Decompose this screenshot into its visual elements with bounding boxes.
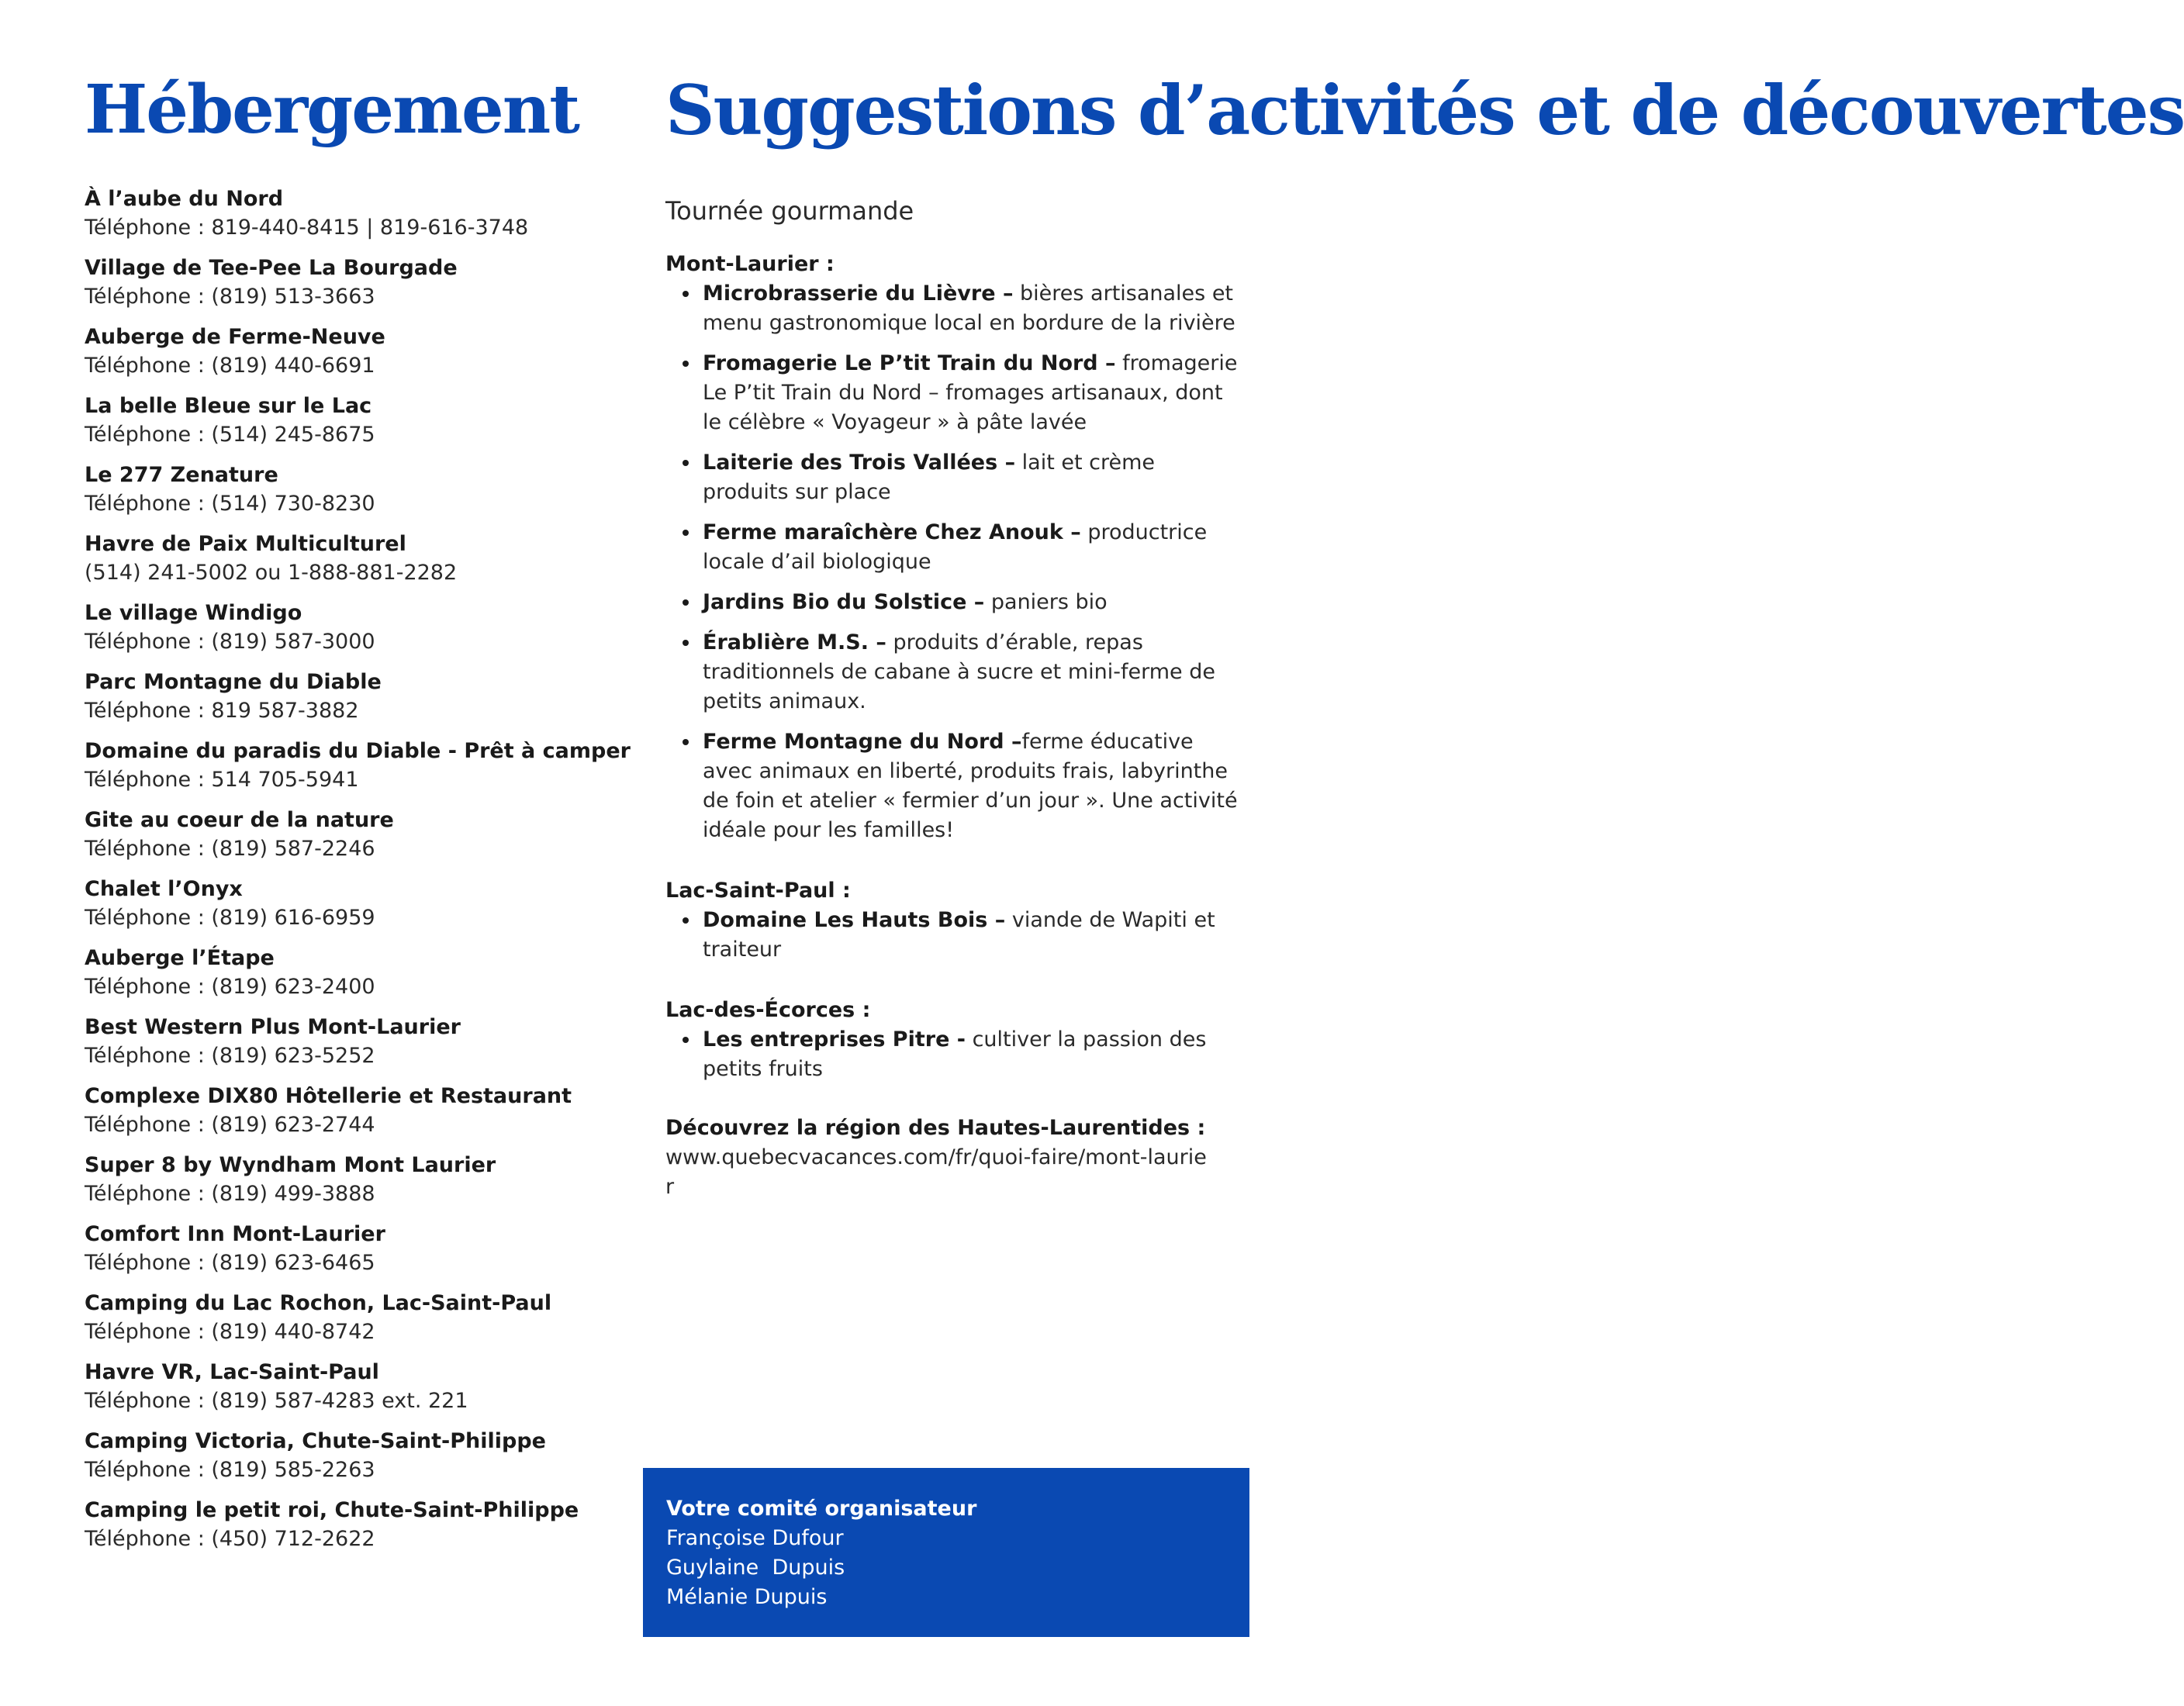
lodging-item: [85, 806, 643, 863]
bullet-icon: [682, 530, 689, 536]
lodging-phone: Téléphone : (819) 616-6959: [85, 906, 375, 930]
lodging-phone: Téléphone : (819) 440-8742: [85, 1320, 375, 1344]
lodging-name: Chalet l’Onyx: [85, 877, 243, 901]
bullet-icon: [682, 1037, 689, 1043]
lodging-name: Le 277 Zenature: [85, 463, 278, 487]
lodging-name: Auberge de Ferme-Neuve: [85, 325, 385, 349]
lodging-phone: Téléphone : 819-440-8415 | 819-616-3748: [85, 216, 529, 240]
suggestion-item: [665, 628, 1247, 717]
suggestion-desc: ferme éducative avec animaux en liberté, produits frais, labyrinthe de foin et atelier « fermier d’un jour ». Une activité idéale pour les familles!: [703, 730, 1238, 842]
suggestion-desc: produits d’érable, repas traditionnels de cabane à sucre et mini-ferme de petits animaux.: [703, 630, 1215, 713]
lodging-name: Parc Montagne du Diable: [85, 670, 382, 694]
lodging-name: Camping Victoria, Chute-Saint-Philippe: [85, 1429, 546, 1453]
lodging-phone: Téléphone : (819) 499-3888: [85, 1182, 375, 1206]
suggestion-item: [665, 518, 1247, 577]
lodging-title: Hébergement: [85, 71, 579, 149]
region-name: Lac-Saint-Paul :: [665, 879, 851, 903]
lodging-section: [85, 68, 643, 1565]
suggestion-desc: cultiver la passion des petits fruits: [703, 1027, 1207, 1081]
suggestion-desc: fromagerie Le P’tit Train du Nord – fromages artisanaux, dont le célèbre « Voyageur » à pâte lavée: [703, 351, 1238, 434]
committee-box: [643, 1468, 1249, 1637]
lodging-item: [85, 1496, 643, 1553]
lodging-name: Camping le petit roi, Chute-Saint-Philippe: [85, 1498, 579, 1522]
bullet-icon: [682, 739, 689, 745]
suggestion-name: Laiterie des Trois Vallées –: [703, 451, 1016, 475]
lodging-phone: Téléphone : 819 587-3882: [85, 699, 359, 723]
lodging-phone: Téléphone : (819) 623-2744: [85, 1113, 375, 1137]
suggestion-item: [665, 1025, 1247, 1084]
lodging-name: Auberge l’Étape: [85, 946, 275, 970]
lodging-phone: Téléphone : (819) 587-3000: [85, 630, 375, 654]
suggestion-desc: lait et crème produits sur place: [703, 451, 1156, 504]
region-block: [665, 996, 1247, 1084]
suggestion-item: [665, 349, 1247, 437]
lodging-name: Le village Windigo: [85, 601, 302, 625]
activities-title: Suggestions d’activités et de découvertes: [665, 70, 2184, 150]
activities-subtitle: Tournée gourmande: [665, 196, 914, 226]
lodging-item: [85, 185, 643, 242]
lodging-phone: Téléphone : 514 705-5941: [85, 768, 359, 792]
lodging-item: [85, 599, 643, 656]
suggestion-name: Fromagerie Le P’tit Train du Nord –: [703, 351, 1116, 375]
suggestion-list: [665, 279, 1247, 845]
lodging-item: [85, 1082, 643, 1139]
lodging-phone: (514) 241-5002 ou 1-888-881-2282: [85, 561, 458, 585]
lodging-item: [85, 1289, 643, 1346]
lodging-name: Gite au coeur de la nature: [85, 808, 394, 832]
lodging-phone: Téléphone : (819) 440-6691: [85, 354, 375, 378]
lodging-item: [85, 944, 643, 1001]
suggestion-name: Microbrasserie du Lièvre –: [703, 281, 1014, 306]
lodging-phone: Téléphone : (819) 623-6465: [85, 1251, 375, 1275]
bullet-icon: [682, 640, 689, 646]
lodging-name: Havre VR, Lac-Saint-Paul: [85, 1360, 379, 1384]
lodging-item: [85, 254, 643, 311]
region-name: Lac-des-Écorces :: [665, 998, 871, 1022]
bullet-icon: [682, 361, 689, 367]
lodging-phone: Téléphone : (819) 587-2246: [85, 837, 375, 861]
lodging-name: Super 8 by Wyndham Mont Laurier: [85, 1153, 496, 1177]
suggestion-name: Ferme Montagne du Nord –: [703, 730, 1022, 754]
bullet-icon: [682, 460, 689, 466]
bullet-icon: [682, 291, 689, 297]
lodging-phone: Téléphone : (819) 623-5252: [85, 1044, 375, 1068]
lodging-item: [85, 1358, 643, 1415]
suggestion-item: [665, 727, 1247, 845]
lodging-item: [85, 1151, 643, 1208]
suggestion-desc: viande de Wapiti et traiteur: [703, 908, 1215, 962]
committee-member: Mélanie Dupuis: [666, 1585, 828, 1609]
suggestion-name: Ferme maraîchère Chez Anouk –: [703, 520, 1081, 544]
suggestion-desc: paniers bio: [984, 590, 1108, 614]
lodging-item: [85, 737, 643, 794]
suggestion-name: Jardins Bio du Solstice –: [703, 590, 985, 614]
lodging-item: [85, 668, 643, 725]
lodging-phone: Téléphone : (819) 623-2400: [85, 975, 375, 999]
regions: [665, 250, 1247, 1084]
lodging-item: [85, 875, 643, 932]
region-name: Mont-Laurier :: [665, 252, 835, 276]
lodging-phone: Téléphone : (450) 712-2622: [85, 1527, 375, 1551]
lodging-item: [85, 1220, 643, 1277]
lodging-item: [85, 392, 643, 449]
lodging-name: Comfort Inn Mont-Laurier: [85, 1222, 385, 1246]
suggestion-item: [665, 279, 1247, 338]
discover-url[interactable]: www.quebecvacances.com/fr/quoi-faire/mont-laurier: [665, 1145, 1207, 1199]
lodging-name: Camping du Lac Rochon, Lac-Saint-Paul: [85, 1291, 552, 1315]
lodging-item: [85, 530, 643, 587]
lodging-name: Village de Tee-Pee La Bourgade: [85, 256, 458, 280]
lodging-item: [85, 1427, 643, 1484]
lodging-phone: Téléphone : (514) 245-8675: [85, 423, 375, 447]
suggestion-desc: productrice locale d’ail biologique: [703, 520, 1208, 574]
bullet-icon: [682, 917, 689, 924]
lodging-name: La belle Bleue sur le Lac: [85, 394, 372, 418]
bullet-icon: [682, 599, 689, 606]
lodging-name: Domaine du paradis du Diable - Prêt à camper: [85, 739, 631, 763]
activities-section: [665, 68, 2184, 1202]
suggestion-name: Érablière M.S. –: [703, 630, 886, 654]
discover-label: Découvrez la région des Hautes-Laurentides :: [665, 1116, 1206, 1140]
suggestion-item: [665, 588, 1247, 617]
lodging-item: [85, 1013, 643, 1070]
lodging-item: [85, 323, 643, 380]
suggestion-item: [665, 906, 1247, 965]
region-block: [665, 250, 1247, 845]
region-block: [665, 876, 1247, 965]
committee-member: Guylaine Dupuis: [666, 1556, 845, 1580]
lodging-phone: Téléphone : (514) 730-8230: [85, 492, 375, 516]
lodging-phone: Téléphone : (819) 587-4283 ext. 221: [85, 1389, 468, 1413]
lodging-name: Havre de Paix Multiculturel: [85, 532, 406, 556]
lodging-name: Best Western Plus Mont-Laurier: [85, 1015, 461, 1039]
suggestion-name: Les entreprises Pitre -: [703, 1027, 966, 1052]
discover-block: [665, 1114, 1247, 1202]
lodging-item: [85, 461, 643, 518]
suggestion-name: Domaine Les Hauts Bois –: [703, 908, 1006, 932]
lodging-name: À l’aube du Nord: [85, 187, 284, 211]
lodging-list: [85, 185, 643, 1553]
suggestion-list: [665, 1025, 1247, 1084]
suggestion-item: [665, 448, 1247, 507]
suggestion-desc: bières artisanales et menu gastronomique local en bordure de la rivière: [703, 281, 1235, 335]
lodging-phone: Téléphone : (819) 513-3663: [85, 285, 375, 309]
committee-member: Françoise Dufour: [666, 1526, 844, 1550]
lodging-name: Complexe DIX80 Hôtellerie et Restaurant: [85, 1084, 572, 1108]
committee-title: Votre comité organisateur: [666, 1497, 977, 1521]
suggestion-list: [665, 906, 1247, 965]
lodging-phone: Téléphone : (819) 585-2263: [85, 1458, 375, 1482]
